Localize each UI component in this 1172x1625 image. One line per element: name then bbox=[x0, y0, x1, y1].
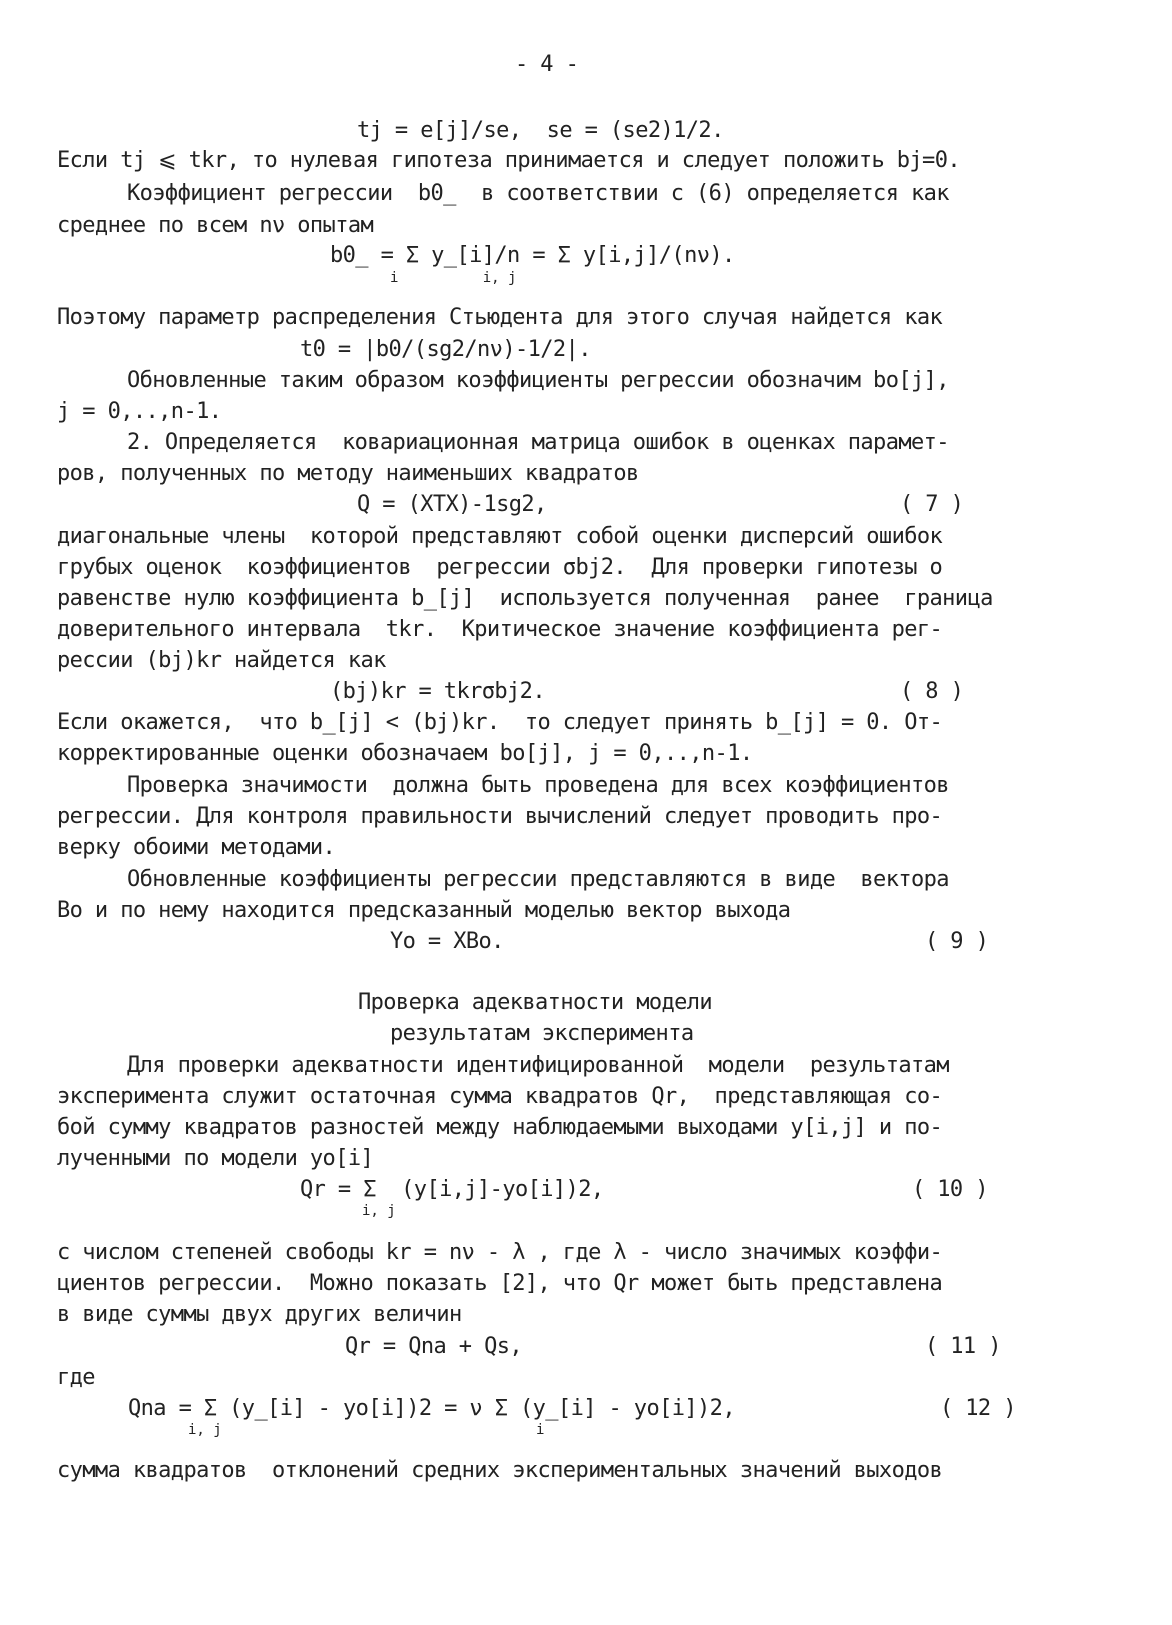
formula-b0: b0_ = Σ y_[i]/n = Σ y[i,j]/(nν). bbox=[330, 243, 735, 268]
formula-q: Q = (XTX)-1sg2, bbox=[357, 492, 547, 517]
equation-number: ( 9 ) bbox=[925, 929, 989, 954]
section-heading: результатам эксперимента bbox=[390, 1021, 694, 1046]
text-line: с числом степеней свободы kr = nν - λ , где λ - число значимых коэффи- bbox=[57, 1240, 943, 1265]
text-line: Bo и по нему находится предсказанный моделью вектор выхода bbox=[57, 898, 791, 923]
equation-number: ( 11 ) bbox=[925, 1334, 1001, 1359]
text-line: среднее по всем nν опытам bbox=[57, 213, 374, 238]
formula-t0: t0 = |b0/(sg2/nν)-1/2|. bbox=[300, 337, 591, 362]
text-line: где bbox=[57, 1365, 95, 1390]
text-line: Обновленные коэффициенты регрессии представляются в виде вектора bbox=[127, 867, 949, 892]
equation-number: ( 7 ) bbox=[900, 492, 964, 517]
text-line: бой сумму квадратов разностей между наблюдаемыми выходами y[i,j] и по- bbox=[57, 1115, 943, 1140]
formula-subscript: i, j bbox=[362, 1203, 396, 1219]
formula-qr-sum: Qr = Qna + Qs, bbox=[345, 1334, 523, 1359]
text-line: j = 0,..,n-1. bbox=[57, 399, 222, 424]
formula-qr: Qr = Σ (y[i,j]-yo[i])2, bbox=[300, 1177, 604, 1202]
equation-number: ( 10 ) bbox=[912, 1177, 988, 1202]
text-line: верку обоими методами. bbox=[57, 835, 336, 860]
formula-subscript: i i, j bbox=[390, 270, 517, 286]
text-line: сумма квадратов отклонений средних экспериментальных значений выходов bbox=[57, 1458, 943, 1483]
text-line: Поэтому параметр распределения Стьюдента для этого случая найдется как bbox=[57, 305, 943, 330]
text-line: эксперимента служит остаточная сумма квадратов Qr, представляющая со- bbox=[57, 1084, 943, 1109]
text-line: Если tj ⩽ tkr, то нулевая гипотеза принимается и следует положить bj=0. bbox=[57, 148, 960, 173]
text-line: корректированные оценки обозначаем bo[j], j = 0,..,n-1. bbox=[57, 741, 753, 766]
text-line: Если окажется, что b_[j] < (bj)kr. то следует принять b_[j] = 0. От- bbox=[57, 710, 943, 735]
formula-tj: tj = e[j]/se, se = (se2)1/2. bbox=[357, 118, 724, 143]
text-line: лученными по модели yo[i] bbox=[57, 1146, 374, 1171]
formula-subscript: i, j bbox=[188, 1422, 222, 1438]
page-number: - 4 - bbox=[515, 52, 579, 77]
equation-number: ( 8 ) bbox=[900, 679, 964, 704]
equation-number: ( 12 ) bbox=[940, 1396, 1016, 1421]
formula-qna: Qna = Σ (y_[i] - yo[i])2 = ν Σ (y_[i] - yo[i])2, bbox=[128, 1396, 735, 1421]
formula-bj-kr: (bj)kr = tkrσbj2. bbox=[330, 679, 545, 704]
text-line: Обновленные таким образом коэффициенты регрессии обозначим bo[j], bbox=[127, 368, 949, 393]
text-line: рессии (bj)kr найдется как bbox=[57, 648, 386, 673]
text-line: в виде суммы двух других величин bbox=[57, 1302, 462, 1327]
section-heading: Проверка адекватности модели bbox=[358, 990, 713, 1015]
text-line: Проверка значимости должна быть проведена для всех коэффициентов bbox=[127, 773, 949, 798]
text-line: Для проверки адекватности идентифицированной модели результатам bbox=[127, 1053, 949, 1078]
text-line: Коэффициент регрессии b0_ в соответствии с (6) определяется как bbox=[127, 181, 949, 206]
text-line: грубых оценок коэффициентов регрессии σbj2. Для проверки гипотезы о bbox=[57, 555, 943, 580]
formula-subscript: i bbox=[536, 1422, 545, 1438]
text-line: ров, полученных по методу наименьших квадратов bbox=[57, 461, 639, 486]
formula-yo: Yo = XBo. bbox=[390, 929, 504, 954]
text-line: 2. Определяется ковариационная матрица ошибок в оценках парамет- bbox=[127, 430, 949, 455]
text-line: равенстве нулю коэффициента b_[j] используется полученная ранее граница bbox=[57, 586, 993, 611]
text-line: циентов регрессии. Можно показать [2], что Qr может быть представлена bbox=[57, 1271, 943, 1296]
text-line: регрессии. Для контроля правильности вычислений следует проводить про- bbox=[57, 804, 943, 829]
text-line: доверительного интервала tkr. Критическое значение коэффициента рег- bbox=[57, 617, 943, 642]
text-line: диагональные члены которой представляют собой оценки дисперсий ошибок bbox=[57, 524, 943, 549]
